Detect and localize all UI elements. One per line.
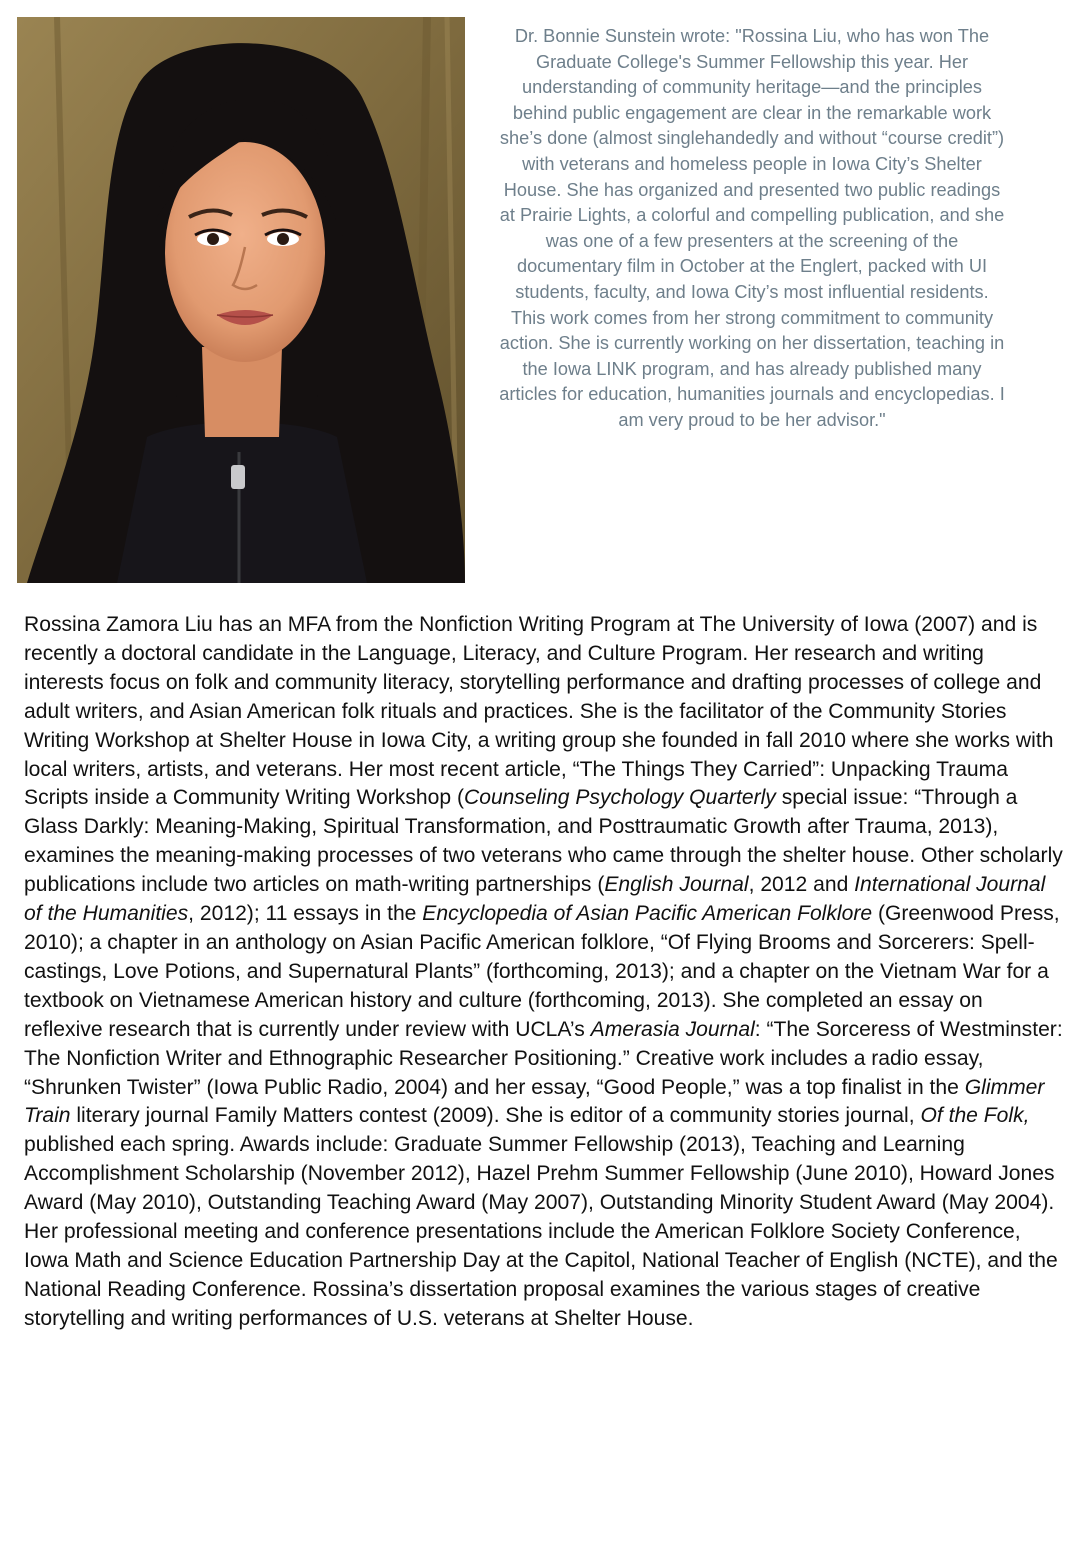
bio-text: published each spring. Awards include: Graduate Summer Fellowship (2013), Teaching and Learning Accomplishment Scholarship (November 2012), Hazel Prehm Summer Fellowship (June 2010), Howard Jones Award (May 2010), Outstanding Teaching Award (May 2007), Outstanding Minority Student Award (May 2004). Her professional meeting and conference presentations include the American Folklore Society Conference, Iowa Math and Science Education Partnership Day at the Capitol, National Teacher of English (NCTE), and the National Reading Conference. Rossina’s dissertation proposal examines the various stages of creative storytelling and writing performances of U.S. veterans at Shelter House.	[24, 1133, 1058, 1330]
book-title: Encyclopedia of Asian Pacific American Folklore	[422, 902, 873, 926]
journal-title: Amerasia Journal	[590, 1017, 755, 1041]
bio-text: (Greenwood Press, 2010); a chapter in an anthology on Asian Pacific American folklore, “Of Flying Brooms and Sorcerers: Spell-castings, Love Potions, and Supernatural Plants” (forthcoming, 2013); and a chapter on the Vietnam War for a textbook on Vietnamese American history and culture (forthcoming, 2013). She completed an essay on reflexive research that is currently under review with UCLA’s	[24, 902, 1060, 1041]
journal-title: Counseling Psychology Quarterly	[463, 786, 776, 810]
bio-text: Rossina Zamora Liu has an MFA from the Nonfiction Writing Program at The University of Iowa (2007) and is recently a doctoral candidate in the Language, Literacy, and Culture Program. Her research and writing interests focus on folk and community literacy, storytelling performance and drafting processes of college and adult writers, and Asian American folk rituals and practices. She is the facilitator of the Community Stories Writing Workshop at Shelter House in Iowa City, a writing group she founded in fall 2010 where she works with local writers, artists, and veterans. Her most recent article, “The Things They Carried”: Unpacking Trauma Scripts inside a Community Writing Workshop (	[24, 613, 1054, 810]
journal-title: Glimmer Train	[24, 1075, 1045, 1128]
bio-text: special issue: “Through a Glass Darkly: Meaning-Making, Spiritual Transformation, and Posttraumatic Growth after Trauma, 2013), examines the meaning-making processes of two veterans who came through the shelter house. Other scholarly publications include two articles on math-writing partnerships (	[24, 786, 1063, 897]
portrait-photo	[17, 17, 465, 583]
bio-text: , 2012); 11 essays in the	[188, 902, 423, 926]
advisor-quote: Dr. Bonnie Sunstein wrote: "Rossina Liu, who has won The Graduate College's Summer Fellowship this year. Her understanding of community heritage—and the principles behind public engagement are clear in the remarkable work she’s done (almost singlehandedly and without “course credit”) with veterans and homeless people in Iowa City’s Shelter House. She has organized and presented two public readings at Prairie Lights, a colorful and compelling publication, and she was one of a few presenters at the screening of the documentary film in October at the Englert, packed with UI students, faculty, and Iowa City’s most influential residents. This work comes from her strong commitment to community action. She is currently working on her dissertation, teaching in the Iowa LINK program, and has already published many articles for education, humanities journals and encyclopedias. I am very proud to be her advisor."	[499, 26, 1005, 430]
bio-text: : “The Sorceress of Westminster: The Nonfiction Writer and Ethnographic Researcher Positioning.” Creative work includes a radio essay, “Shrunken Twister” (Iowa Public Radio, 2004) and her essay, “Good People,” was a top finalist in the	[24, 1017, 1063, 1099]
journal-title: English Journal	[604, 873, 749, 897]
journal-title: International Journal of the Humanities	[24, 873, 1046, 926]
bio-text: , 2012 and	[748, 873, 855, 897]
journal-title: Of the Folk,	[920, 1104, 1030, 1128]
bio-text: literary journal Family Matters contest (2009). She is editor of a community stories journal,	[70, 1104, 921, 1128]
biography-paragraph	[24, 611, 1064, 1334]
